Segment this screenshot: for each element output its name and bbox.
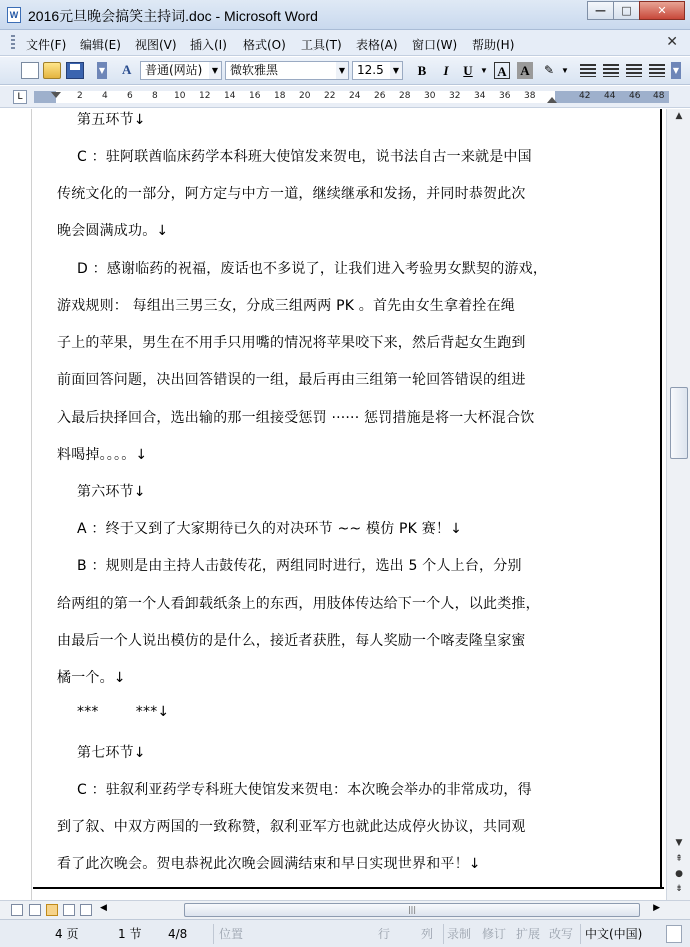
ruler-tick: 44 — [604, 91, 616, 101]
first-line-indent-marker[interactable] — [51, 92, 61, 98]
scroll-down-icon[interactable]: ▼ — [675, 838, 683, 848]
status-divider — [443, 924, 444, 944]
scroll-left-icon[interactable]: ◀ — [100, 903, 107, 913]
next-page-icon[interactable]: ⇟ — [675, 884, 683, 894]
document-area[interactable] — [0, 109, 666, 900]
status-record[interactable]: 录制 — [447, 927, 472, 941]
ruler-tick: 10 — [174, 91, 186, 101]
separator-line[interactable]: *** ***↓ — [77, 704, 170, 720]
heading-section-six[interactable]: 第六环节↓ — [77, 484, 146, 500]
status-track-changes[interactable]: 修订 — [482, 927, 507, 941]
ruler-tick: 16 — [249, 91, 261, 101]
right-indent-marker[interactable] — [547, 97, 557, 103]
paragraph-line[interactable]: 游戏规则： 每组出三男三女，分成三组两两 PK 。首先由女生拿着拴在绳 — [57, 298, 515, 314]
ruler-tick: 4 — [102, 91, 108, 101]
status-page-of: 4/8 — [168, 927, 188, 941]
character-border-button[interactable]: A — [494, 62, 510, 79]
font-size-select[interactable] — [352, 61, 403, 80]
menu-insert[interactable]: 插入(I) — [190, 38, 227, 52]
ruler-tick: 22 — [324, 91, 336, 101]
previous-page-icon[interactable]: ⇞ — [675, 854, 683, 864]
align-center-icon[interactable] — [603, 64, 619, 77]
ruler-tick: 36 — [499, 91, 511, 101]
ruler-tick: 42 — [579, 91, 591, 101]
close-document-icon[interactable]: ✕ — [666, 34, 678, 50]
ruler-tick: 48 — [653, 91, 665, 101]
paragraph-line[interactable]: D ：感谢临药的祝福，废话也不多说了，让我们进入考验男女默契的游戏， — [77, 261, 548, 277]
justify-icon[interactable] — [649, 64, 665, 77]
window-title: 2016元旦晚会搞笑主持词.doc - Microsoft Word — [28, 8, 318, 24]
outline-view-icon[interactable] — [63, 904, 75, 916]
underline-options-icon[interactable]: ▼ — [480, 66, 488, 75]
menu-format[interactable]: 格式(O) — [243, 38, 286, 52]
ruler-tick: 26 — [374, 91, 386, 101]
status-extend[interactable]: 扩展 — [516, 927, 541, 941]
formatting-toolbar — [0, 57, 690, 85]
ruler-tick: 46 — [629, 91, 641, 101]
ruler-tick: 28 — [399, 91, 411, 101]
horizontal-scroll-thumb[interactable]: ||| — [184, 903, 640, 917]
status-column: 列 — [421, 927, 434, 941]
status-page: 4 页 — [55, 927, 79, 941]
vertical-scrollbar[interactable] — [666, 109, 690, 900]
ruler-tick: 30 — [424, 91, 436, 101]
font-select[interactable] — [225, 61, 349, 80]
new-document-icon[interactable] — [21, 62, 39, 79]
ruler-tick: 2 — [77, 91, 83, 101]
status-line: 行 — [378, 927, 391, 941]
bold-button[interactable]: B — [417, 63, 427, 78]
ruler-tick: 32 — [449, 91, 461, 101]
status-bar — [0, 919, 690, 947]
menu-help[interactable]: 帮助(H) — [472, 38, 515, 52]
menu-window[interactable]: 窗口(W) — [412, 38, 458, 52]
paragraph-line[interactable]: 给两组的第一个人看卸载纸条上的东西，用肢体传达给下一个人，以此类推， — [57, 596, 540, 612]
font-size-value: 12.5 — [357, 63, 384, 77]
window-controls — [588, 1, 685, 20]
ruler-tick: 8 — [152, 91, 158, 101]
ruler-tick: 34 — [474, 91, 486, 101]
paragraph-line[interactable]: 到了叙、中双方两国的一致称赞，叙利亚军方也就此达成停火协议，共同观 — [57, 819, 526, 835]
highlight-options-icon[interactable]: ▼ — [561, 66, 569, 75]
status-section: 1 节 — [118, 927, 142, 941]
paragraph-line[interactable]: 子上的苹果，男生在不用手只用嘴的情况将苹果咬下来，然后背起女生跑到 — [57, 335, 526, 351]
maximize-button[interactable]: □ — [613, 1, 640, 20]
menu-view[interactable]: 视图(V) — [135, 38, 177, 52]
vertical-scroll-thumb[interactable] — [670, 387, 688, 459]
paragraph-line[interactable]: 晚会圆满成功。↓ — [57, 223, 169, 239]
horizontal-scrollbar[interactable] — [100, 903, 660, 917]
menu-bar — [0, 30, 690, 56]
status-overtype[interactable]: 改写 — [549, 927, 574, 941]
web-layout-view-icon[interactable] — [29, 904, 41, 916]
menu-file[interactable]: 文件(F) — [26, 38, 67, 52]
word-doc-icon[interactable]: W — [7, 7, 21, 23]
page-break-line — [33, 887, 664, 889]
ruler-tick: 6 — [127, 91, 133, 101]
status-language[interactable]: 中文(中国) — [585, 927, 643, 941]
menubar-grip[interactable] — [11, 35, 15, 51]
chevron-down-icon: ▼ — [209, 62, 221, 79]
status-divider — [213, 924, 214, 944]
tab-selector-icon[interactable]: L — [13, 90, 27, 104]
open-folder-icon[interactable] — [43, 62, 61, 79]
save-disk-icon[interactable] — [66, 62, 84, 79]
menu-edit[interactable]: 编辑(E) — [80, 38, 121, 52]
toolbar-options-icon[interactable]: ▼ — [97, 62, 107, 79]
heading-section-five[interactable]: 第五环节↓ — [77, 112, 146, 128]
style-select-value: 普通(网站) — [145, 63, 203, 77]
reading-layout-view-icon[interactable] — [80, 904, 92, 916]
paragraph-line[interactable]: 传统文化的一部分，阿方定与中方一道，继续继承和发扬，并同时恭贺此次 — [57, 186, 526, 202]
scroll-right-icon[interactable]: ▶ — [653, 903, 660, 913]
ruler-tick: 14 — [224, 91, 236, 101]
status-position: 位置 — [219, 927, 244, 941]
horizontal-ruler[interactable] — [0, 86, 690, 108]
style-select[interactable] — [140, 61, 222, 80]
left-margin-area — [0, 109, 32, 900]
spelling-status-icon[interactable] — [666, 925, 682, 943]
paragraph-line[interactable]: C ：驻叙利亚药学专科班大使馆发来贺电：本次晚会举办的非常成功，得 — [77, 782, 532, 798]
ruler-tick: 24 — [349, 91, 361, 101]
ruler-tick: 18 — [274, 91, 286, 101]
ruler-scale[interactable] — [34, 91, 669, 103]
paragraph-line[interactable]: B ：规则是由主持人击鼓传花，两组同时进行，选出 5 个人上台，分别 — [77, 558, 522, 574]
paragraph-line[interactable]: C ：驻阿联酋临床药学本科班大使馆发来贺电，说书法自古一来就是中国 — [77, 149, 532, 165]
title-bar — [0, 0, 690, 30]
menu-tools[interactable]: 工具(T) — [301, 38, 342, 52]
styles-pane-icon[interactable]: A — [122, 62, 132, 77]
menu-table[interactable]: 表格(A) — [356, 38, 398, 52]
close-button[interactable]: ✕ — [639, 1, 685, 20]
status-divider — [580, 924, 581, 944]
minimize-button[interactable]: — — [587, 1, 614, 20]
paragraph-line[interactable]: A ：终于又到了大家期待已久的对决环节 ~~ 模仿 PK 赛！↓ — [77, 521, 463, 537]
ruler-tick: 38 — [524, 91, 536, 101]
paragraph-line[interactable]: 由最后一个人说出模仿的是什么，接近者获胜，每人奖励一个喀麦隆皇家蜜 — [57, 633, 526, 649]
italic-button[interactable]: I — [443, 63, 449, 78]
chevron-down-icon: ▼ — [390, 62, 402, 79]
heading-section-seven[interactable]: 第七环节↓ — [77, 745, 146, 761]
character-shading-button[interactable]: A — [517, 62, 533, 79]
chevron-down-icon: ▼ — [336, 62, 348, 79]
scroll-up-icon[interactable]: ▲ — [675, 111, 683, 121]
align-right-icon[interactable] — [626, 64, 642, 77]
font-select-value: 微软雅黑 — [230, 63, 279, 77]
toolbar-overflow-icon[interactable]: ▼ — [671, 62, 681, 79]
highlight-icon[interactable]: ✎ — [543, 63, 555, 77]
ruler-tick: 20 — [299, 91, 311, 101]
paragraph-line[interactable]: 橘一个。↓ — [57, 670, 126, 686]
paragraph-line[interactable]: 入最后抉择回合，选出输的那一组接受惩罚 ······ 惩罚措施是将一大杯混合饮 — [57, 410, 535, 426]
ruler-tick: 12 — [199, 91, 211, 101]
underline-button[interactable]: U — [463, 63, 473, 78]
paragraph-line[interactable]: 料喝掉。。。。↓ — [57, 447, 148, 463]
paragraph-line[interactable]: 看了此次晚会。贺电恭祝此次晚会圆满结束和早日实现世界和平！↓ — [57, 856, 481, 872]
normal-view-icon[interactable] — [11, 904, 23, 916]
print-layout-view-icon[interactable] — [46, 904, 58, 916]
paragraph-line[interactable]: 前面回答问题，决出回答错误的一组，最后再由三组第一轮回答错误的组进 — [57, 372, 526, 388]
view-bar — [0, 900, 690, 919]
select-browse-object-icon[interactable]: ● — [675, 869, 683, 879]
align-left-icon[interactable] — [580, 64, 596, 77]
